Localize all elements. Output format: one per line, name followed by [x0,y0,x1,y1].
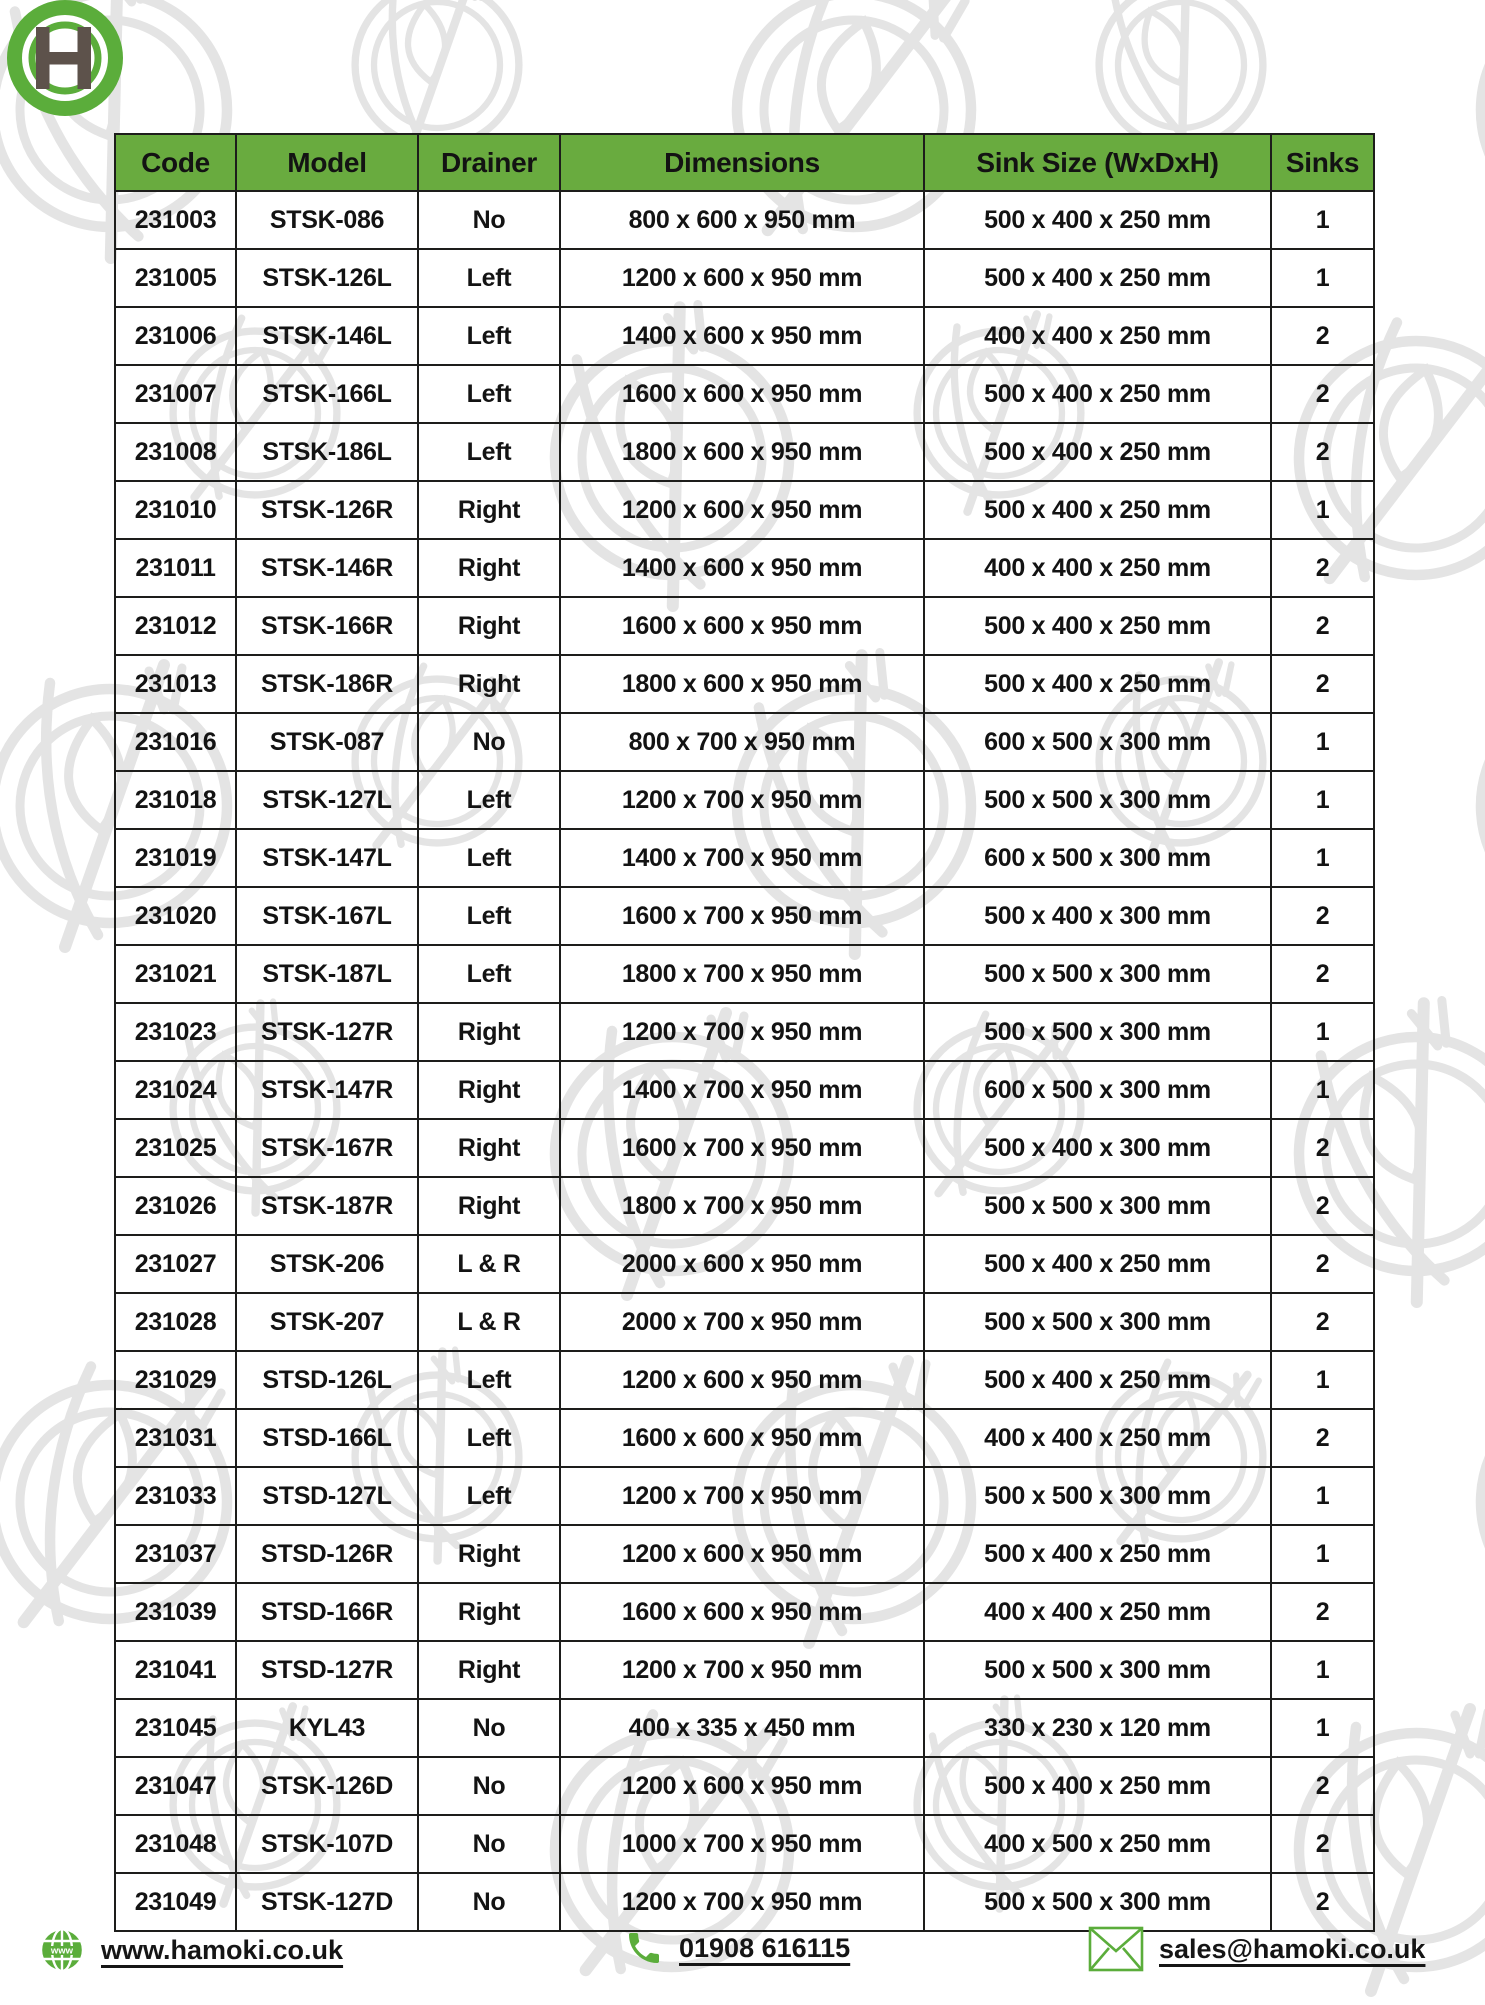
cell-sink-size: 500 x 500 x 300 mm [924,1293,1271,1351]
table-row [115,1699,1374,1757]
table-row [115,481,1374,539]
cell-sink-size: 400 x 400 x 250 mm [924,539,1271,597]
cell-code: 231006 [115,307,236,365]
cell-code: 231003 [115,191,236,249]
cell-model: STSK-127D [236,1873,418,1931]
cell-drainer: Right [418,655,560,713]
cell-model: STSK-206 [236,1235,418,1293]
phone-link[interactable]: 01908 616115 [679,1932,851,1963]
cell-drainer: Right [418,1525,560,1583]
cell-model: STSK-147L [236,829,418,887]
cell-code: 231018 [115,771,236,829]
table-row [115,771,1374,829]
cell-model: STSK-126D [236,1757,418,1815]
cell-drainer: Left [418,945,560,1003]
cell-dimensions: 1600 x 700 x 950 mm [560,1119,924,1177]
cell-dimensions: 1000 x 700 x 950 mm [560,1815,924,1873]
cell-dimensions: 1600 x 600 x 950 mm [560,1409,924,1467]
cell-code: 231049 [115,1873,236,1931]
cell-sink-size: 500 x 400 x 250 mm [924,1525,1271,1583]
cell-dimensions: 1200 x 700 x 950 mm [560,1467,924,1525]
table-row [115,423,1374,481]
cell-code: 231023 [115,1003,236,1061]
cell-model: STSD-127R [236,1641,418,1699]
spec-table-body [115,191,1374,1931]
cell-model: STSK-146L [236,307,418,365]
table-row [115,655,1374,713]
globe-icon [38,1926,86,1974]
cell-sinks: 2 [1271,1119,1374,1177]
table-row [115,365,1374,423]
cell-sink-size: 500 x 500 x 300 mm [924,771,1271,829]
cell-drainer: Left [418,307,560,365]
phone-icon [624,1926,664,1970]
table-row [115,1873,1374,1931]
cell-code: 231039 [115,1583,236,1641]
cell-dimensions: 1800 x 600 x 950 mm [560,423,924,481]
cell-dimensions: 400 x 335 x 450 mm [560,1699,924,1757]
cell-sink-size: 500 x 400 x 250 mm [924,597,1271,655]
cell-sink-size: 400 x 400 x 250 mm [924,307,1271,365]
cell-dimensions: 1200 x 700 x 950 mm [560,1641,924,1699]
cell-drainer: Right [418,1641,560,1699]
cell-sink-size: 500 x 500 x 300 mm [924,1873,1271,1931]
table-row [115,597,1374,655]
cell-model: STSD-127L [236,1467,418,1525]
cell-sinks: 2 [1271,1177,1374,1235]
cell-dimensions: 1200 x 600 x 950 mm [560,481,924,539]
cell-dimensions: 1800 x 600 x 950 mm [560,655,924,713]
cell-sink-size: 330 x 230 x 120 mm [924,1699,1271,1757]
cell-model: STSK-087 [236,713,418,771]
cell-sink-size: 500 x 500 x 300 mm [924,945,1271,1003]
cell-sink-size: 500 x 400 x 250 mm [924,1235,1271,1293]
column-header-sinks: Sinks [1271,134,1374,191]
table-row [115,1641,1374,1699]
cell-model: STSK-167L [236,887,418,945]
cell-dimensions: 1800 x 700 x 950 mm [560,945,924,1003]
cell-sinks: 2 [1271,423,1374,481]
email-link[interactable]: sales@hamoki.co.uk [1159,1933,1426,1964]
cell-drainer: No [418,1757,560,1815]
table-row [115,191,1374,249]
cell-model: STSK-166L [236,365,418,423]
cell-dimensions: 1400 x 700 x 950 mm [560,1061,924,1119]
cell-sink-size: 500 x 400 x 250 mm [924,1351,1271,1409]
cell-drainer: Left [418,887,560,945]
cell-sinks: 2 [1271,1293,1374,1351]
cell-model: STSK-107D [236,1815,418,1873]
cell-dimensions: 1200 x 600 x 950 mm [560,249,924,307]
cell-sinks: 1 [1271,771,1374,829]
cell-sink-size: 500 x 500 x 300 mm [924,1003,1271,1061]
cell-model: STSD-126R [236,1525,418,1583]
table-row [115,829,1374,887]
cell-code: 231037 [115,1525,236,1583]
cell-sinks: 1 [1271,1003,1374,1061]
cell-model: STSK-186L [236,423,418,481]
cell-model: STSK-147R [236,1061,418,1119]
cell-sinks: 2 [1271,539,1374,597]
cell-sink-size: 600 x 500 x 300 mm [924,829,1271,887]
cell-code: 231020 [115,887,236,945]
cell-code: 231025 [115,1119,236,1177]
table-row [115,1409,1374,1467]
cell-sink-size: 500 x 400 x 250 mm [924,365,1271,423]
table-row [115,887,1374,945]
cell-code: 231008 [115,423,236,481]
cell-sinks: 1 [1271,1525,1374,1583]
cell-sink-size: 400 x 400 x 250 mm [924,1409,1271,1467]
cell-drainer: Left [418,1351,560,1409]
cell-model: STSK-187R [236,1177,418,1235]
cell-code: 231028 [115,1293,236,1351]
hamoki-logo-icon [2,0,128,120]
cell-drainer: Right [418,1061,560,1119]
cell-dimensions: 1200 x 600 x 950 mm [560,1351,924,1409]
cell-sink-size: 500 x 400 x 250 mm [924,481,1271,539]
cell-dimensions: 1200 x 700 x 950 mm [560,771,924,829]
cell-dimensions: 1600 x 600 x 950 mm [560,365,924,423]
cell-code: 231011 [115,539,236,597]
cell-code: 231016 [115,713,236,771]
cell-sink-size: 600 x 500 x 300 mm [924,713,1271,771]
cell-drainer: No [418,1699,560,1757]
cell-sinks: 1 [1271,249,1374,307]
cell-sinks: 2 [1271,1409,1374,1467]
cell-sink-size: 500 x 400 x 250 mm [924,1757,1271,1815]
cell-sinks: 2 [1271,1583,1374,1641]
cell-code: 231007 [115,365,236,423]
cell-drainer: No [418,1815,560,1873]
cell-code: 231047 [115,1757,236,1815]
cell-sinks: 1 [1271,1351,1374,1409]
cell-sinks: 2 [1271,1757,1374,1815]
cell-sinks: 2 [1271,597,1374,655]
cell-sinks: 2 [1271,1873,1374,1931]
column-header-drainer: Drainer [418,134,560,191]
cell-code: 231031 [115,1409,236,1467]
cell-drainer: L & R [418,1235,560,1293]
cell-code: 231041 [115,1641,236,1699]
cell-sink-size: 500 x 400 x 250 mm [924,249,1271,307]
cell-dimensions: 1200 x 700 x 950 mm [560,1873,924,1931]
cell-sink-size: 500 x 400 x 300 mm [924,887,1271,945]
cell-model: STSK-166R [236,597,418,655]
cell-sink-size: 500 x 400 x 250 mm [924,423,1271,481]
table-row [115,1467,1374,1525]
column-header-sink-size: Sink Size (WxDxH) [924,134,1271,191]
cell-drainer: Left [418,365,560,423]
cell-drainer: Right [418,539,560,597]
cell-model: KYL43 [236,1699,418,1757]
cell-dimensions: 1400 x 600 x 950 mm [560,539,924,597]
cell-drainer: L & R [418,1293,560,1351]
cell-drainer: Left [418,771,560,829]
cell-sink-size: 500 x 400 x 250 mm [924,191,1271,249]
cell-dimensions: 1200 x 600 x 950 mm [560,1757,924,1815]
table-row [115,1583,1374,1641]
cell-dimensions: 2000 x 700 x 950 mm [560,1293,924,1351]
cell-code: 231024 [115,1061,236,1119]
cell-code: 231048 [115,1815,236,1873]
cell-sinks: 2 [1271,945,1374,1003]
table-row [115,539,1374,597]
cell-dimensions: 1600 x 600 x 950 mm [560,1583,924,1641]
brand-logo [2,0,128,125]
cell-dimensions: 1600 x 600 x 950 mm [560,597,924,655]
table-row [115,249,1374,307]
cell-sinks: 1 [1271,713,1374,771]
cell-sinks: 2 [1271,1235,1374,1293]
cell-dimensions: 1600 x 700 x 950 mm [560,887,924,945]
cell-model: STSK-127L [236,771,418,829]
table-row [115,307,1374,365]
table-row [115,1525,1374,1583]
cell-code: 231021 [115,945,236,1003]
cell-drainer: Left [418,1409,560,1467]
cell-dimensions: 800 x 600 x 950 mm [560,191,924,249]
cell-sinks: 1 [1271,1061,1374,1119]
table-row [115,713,1374,771]
table-row [115,1235,1374,1293]
cell-drainer: Right [418,1177,560,1235]
cell-drainer: Right [418,481,560,539]
cell-drainer: Left [418,829,560,887]
cell-model: STSK-187L [236,945,418,1003]
cell-model: STSD-166L [236,1409,418,1467]
cell-sink-size: 400 x 400 x 250 mm [924,1583,1271,1641]
cell-code: 231029 [115,1351,236,1409]
cell-dimensions: 800 x 700 x 950 mm [560,713,924,771]
table-row [115,1351,1374,1409]
cell-model: STSD-166R [236,1583,418,1641]
cell-sink-size: 500 x 500 x 300 mm [924,1641,1271,1699]
table-row [115,945,1374,1003]
cell-sinks: 1 [1271,191,1374,249]
footer-website [38,1926,343,1974]
table-row [115,1815,1374,1873]
cell-code: 231005 [115,249,236,307]
svg-text:www: www [50,1945,74,1957]
cell-drainer: Right [418,1583,560,1641]
cell-code: 231012 [115,597,236,655]
cell-drainer: No [418,713,560,771]
cell-sink-size: 500 x 400 x 250 mm [924,655,1271,713]
cell-dimensions: 1800 x 700 x 950 mm [560,1177,924,1235]
cell-sink-size: 600 x 500 x 300 mm [924,1061,1271,1119]
cell-drainer: Left [418,1467,560,1525]
cell-sink-size: 500 x 500 x 300 mm [924,1177,1271,1235]
cell-code: 231033 [115,1467,236,1525]
column-header-code: Code [115,134,236,191]
cell-sinks: 1 [1271,1641,1374,1699]
cell-model: STSK-127R [236,1003,418,1061]
website-link[interactable]: www.hamoki.co.uk [101,1934,344,1965]
cell-drainer: Left [418,249,560,307]
table-row [115,1003,1374,1061]
cell-drainer: Right [418,1119,560,1177]
cell-sink-size: 500 x 400 x 300 mm [924,1119,1271,1177]
sink-spec-table [114,133,1375,1932]
table-row [115,1293,1374,1351]
column-header-dimensions: Dimensions [560,134,924,191]
cell-drainer: Right [418,1003,560,1061]
cell-drainer: Left [418,423,560,481]
cell-model: STSK-126R [236,481,418,539]
cell-drainer: No [418,1873,560,1931]
table-row [115,1119,1374,1177]
cell-model: STSK-186R [236,655,418,713]
cell-model: STSD-126L [236,1351,418,1409]
column-header-model: Model [236,134,418,191]
cell-drainer: No [418,191,560,249]
cell-sinks: 2 [1271,887,1374,945]
envelope-icon [1088,1926,1144,1972]
footer-phone [624,1926,850,1970]
cell-code: 231010 [115,481,236,539]
cell-sinks: 2 [1271,655,1374,713]
cell-code: 231027 [115,1235,236,1293]
cell-dimensions: 1400 x 700 x 950 mm [560,829,924,887]
cell-drainer: Right [418,597,560,655]
cell-dimensions: 1400 x 600 x 950 mm [560,307,924,365]
table-row [115,1061,1374,1119]
cell-sinks: 1 [1271,829,1374,887]
cell-model: STSK-126L [236,249,418,307]
table-header-row [115,134,1374,191]
cell-sinks: 1 [1271,1467,1374,1525]
cell-sinks: 1 [1271,481,1374,539]
cell-code: 231019 [115,829,236,887]
cell-dimensions: 1200 x 600 x 950 mm [560,1525,924,1583]
cell-sinks: 2 [1271,1815,1374,1873]
cell-code: 231026 [115,1177,236,1235]
cell-model: STSK-207 [236,1293,418,1351]
cell-dimensions: 2000 x 600 x 950 mm [560,1235,924,1293]
cell-dimensions: 1200 x 700 x 950 mm [560,1003,924,1061]
cell-sinks: 1 [1271,1699,1374,1757]
cell-code: 231045 [115,1699,236,1757]
cell-sink-size: 400 x 500 x 250 mm [924,1815,1271,1873]
table-row [115,1177,1374,1235]
cell-model: STSK-086 [236,191,418,249]
table-row [115,1757,1374,1815]
footer-email [1088,1926,1425,1972]
cell-sink-size: 500 x 500 x 300 mm [924,1467,1271,1525]
cell-sinks: 2 [1271,307,1374,365]
cell-model: STSK-146R [236,539,418,597]
cell-model: STSK-167R [236,1119,418,1177]
cell-code: 231013 [115,655,236,713]
cell-sinks: 2 [1271,365,1374,423]
